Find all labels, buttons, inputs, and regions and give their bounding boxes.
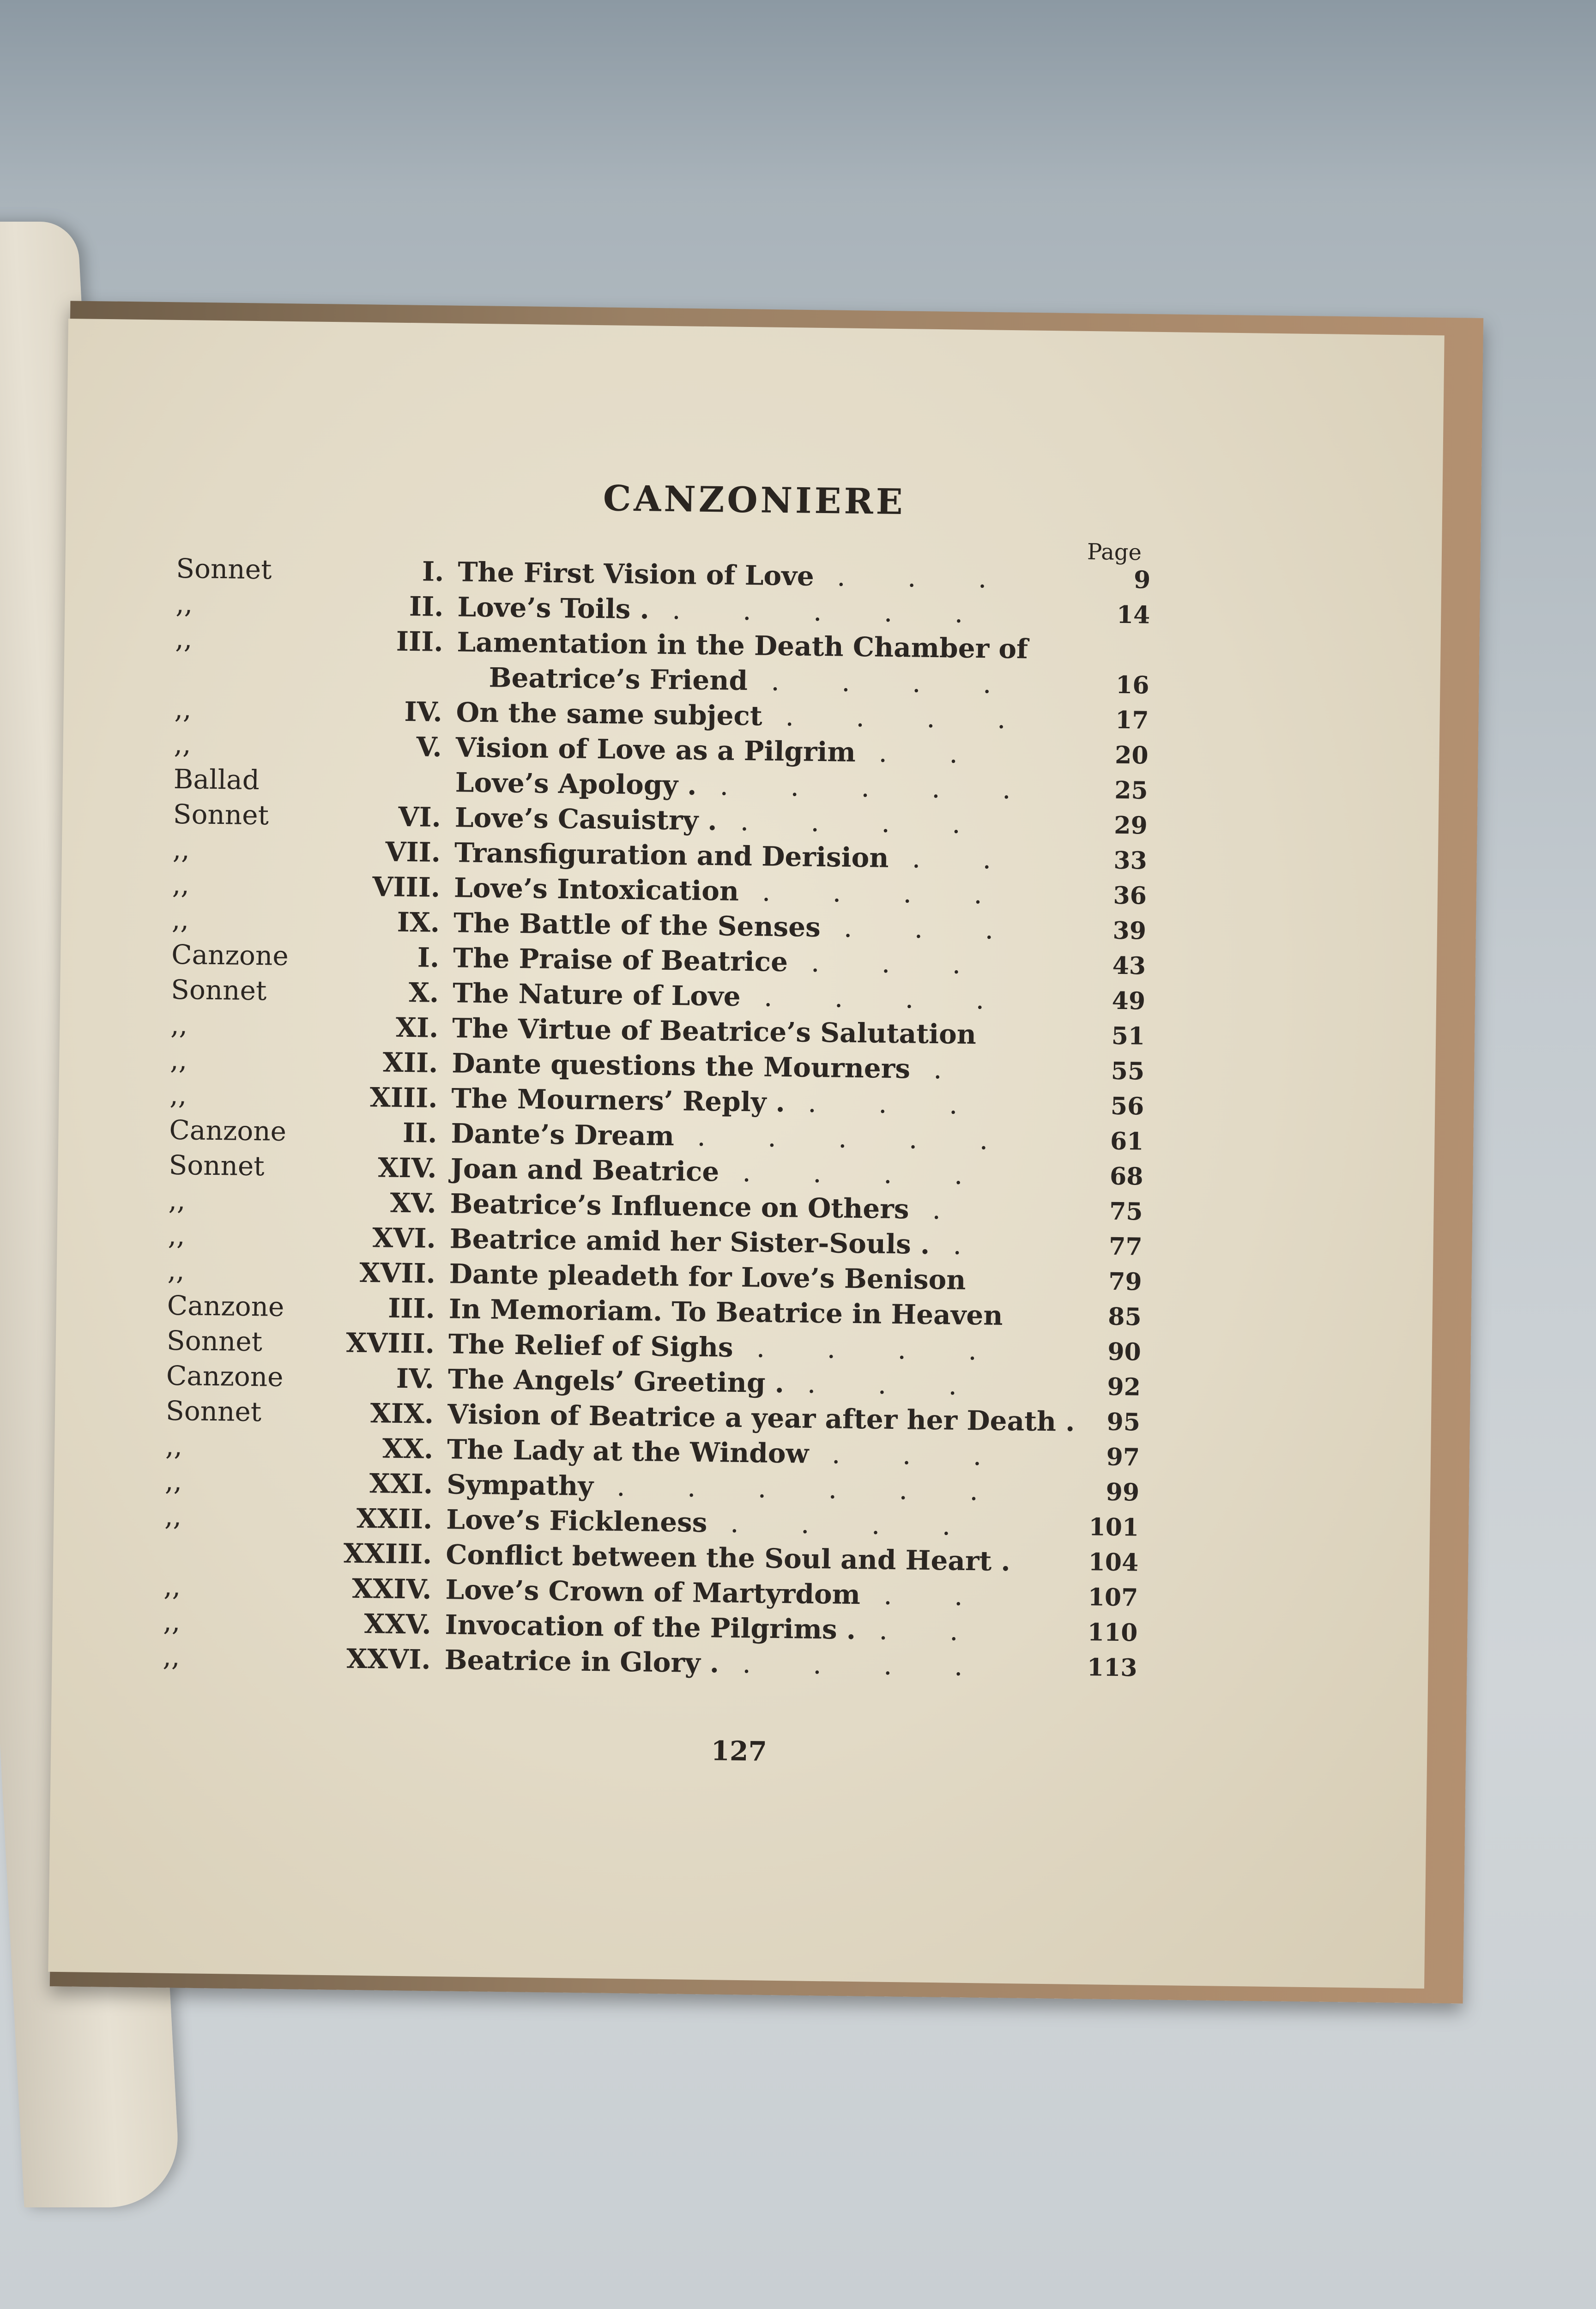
entry-page: 99 bbox=[1106, 1478, 1140, 1507]
entry-title: In Memoriam. To Beatrice in Heaven bbox=[448, 1293, 1003, 1331]
leader-dots bbox=[1000, 1017, 1039, 1018]
leader-dots: . . . . . bbox=[671, 594, 990, 629]
entry-number: VI. bbox=[398, 801, 441, 833]
page-number: 127 bbox=[711, 1735, 768, 1767]
entry-type: ,, bbox=[169, 1044, 187, 1076]
entry-type: Canzone bbox=[166, 1360, 284, 1393]
entry-title: Love’s Apology . bbox=[455, 767, 697, 801]
entry-number: XIII. bbox=[369, 1082, 438, 1114]
entry-page: 16 bbox=[1115, 671, 1149, 700]
entry-page: 75 bbox=[1109, 1197, 1143, 1226]
entry-number: XII. bbox=[382, 1046, 438, 1079]
entry-page: 17 bbox=[1115, 706, 1149, 735]
entry-type: Sonnet bbox=[169, 1149, 265, 1182]
page-column-label: Page bbox=[1087, 538, 1142, 566]
entry-page: 107 bbox=[1088, 1583, 1138, 1612]
entry-title: Beatrice in Glory . bbox=[444, 1644, 719, 1679]
leader-dots: . . . . bbox=[785, 701, 1033, 735]
entry-title: Love’s Crown of Martyrdom bbox=[445, 1574, 861, 1611]
entry-number: X. bbox=[408, 977, 439, 1009]
entry-type: ,, bbox=[165, 1430, 183, 1462]
leader-dots: . . bbox=[879, 1614, 985, 1647]
entry-number: IV. bbox=[396, 1362, 435, 1395]
entry-number: II. bbox=[402, 1117, 437, 1149]
leader-dots: . . . bbox=[810, 946, 988, 980]
entry-type: Sonnet bbox=[170, 973, 267, 1007]
leader-dots: . . . . bbox=[742, 1156, 990, 1191]
entry-page: 113 bbox=[1087, 1653, 1137, 1682]
leader-dots: . bbox=[933, 1053, 969, 1085]
entry-type: Sonnet bbox=[166, 1324, 263, 1358]
entry-type: ,, bbox=[164, 1465, 182, 1497]
entry-type: ,, bbox=[169, 1079, 187, 1111]
entry-number: XVII. bbox=[359, 1257, 436, 1289]
entry-title: Sympathy bbox=[446, 1469, 594, 1502]
entry-title: Beatrice amid her Sister-Souls . bbox=[449, 1223, 930, 1260]
entry-type: ,, bbox=[163, 1605, 181, 1638]
entry-number: XXVI. bbox=[346, 1643, 431, 1675]
entry-number: I. bbox=[422, 556, 444, 587]
entry-type: ,, bbox=[168, 1219, 186, 1251]
entry-title: Love’s Fickleness bbox=[446, 1504, 707, 1539]
page-title: CANZONIERE bbox=[603, 478, 906, 523]
entry-type: Sonnet bbox=[175, 552, 272, 586]
leader-dots: . . bbox=[878, 737, 985, 770]
entry-type: ,, bbox=[172, 833, 190, 865]
leader-dots: . . . . . . bbox=[616, 1470, 1005, 1507]
leader-dots: . . . bbox=[836, 561, 1014, 595]
entry-number: III. bbox=[396, 625, 443, 658]
leader-dots: . . . . bbox=[740, 805, 988, 840]
leader-dots: . . . . bbox=[762, 876, 1010, 910]
leader-dots: . . bbox=[912, 842, 1018, 876]
entry-type: ,, bbox=[167, 1254, 185, 1287]
entry-title: Beatrice’s Influence on Others bbox=[450, 1188, 909, 1225]
entry-title: The Mourners’ Reply . bbox=[451, 1082, 786, 1118]
entry-number: XV. bbox=[390, 1187, 437, 1219]
entry-page: 25 bbox=[1114, 776, 1149, 805]
entry-number: II. bbox=[409, 591, 444, 623]
entry-title: Beatrice’s Friend bbox=[489, 662, 748, 697]
entry-number: VII. bbox=[385, 836, 441, 868]
entry-page: 55 bbox=[1111, 1057, 1145, 1086]
entry-type: ,, bbox=[163, 1640, 180, 1673]
entry-title: Dante questions the Mourners bbox=[451, 1047, 911, 1085]
entry-type: Canzone bbox=[171, 938, 289, 972]
entry-title: The Relief of Sighs bbox=[448, 1328, 734, 1363]
entry-type: Canzone bbox=[167, 1289, 284, 1323]
contents-list bbox=[163, 551, 1151, 1686]
leader-dots: . . . . bbox=[756, 1332, 1004, 1366]
leader-dots: . . . bbox=[843, 912, 1021, 946]
entry-title: Love’s Casuistry . bbox=[454, 802, 718, 837]
entry-page: 92 bbox=[1107, 1372, 1141, 1402]
entry-title: Love’s Toils . bbox=[457, 591, 650, 625]
entry-type: ,, bbox=[163, 1570, 181, 1602]
leader-dots: . . bbox=[883, 1579, 990, 1612]
leader-dots: . . . bbox=[807, 1087, 985, 1121]
leader-dots: . . . . bbox=[742, 1648, 990, 1682]
entry-number: V. bbox=[416, 731, 442, 763]
entry-number: XVI. bbox=[372, 1222, 436, 1254]
entry-number: XIV. bbox=[377, 1152, 437, 1184]
entry-title: Vision of Beatrice a year after her Death . bbox=[447, 1398, 1075, 1438]
entry-number: XI. bbox=[395, 1011, 439, 1044]
entry-page: 33 bbox=[1113, 846, 1148, 875]
entry-type: ,, bbox=[172, 868, 190, 901]
entry-type: Sonnet bbox=[173, 798, 269, 831]
leader-dots: . . . . bbox=[771, 665, 1018, 700]
entry-number: IV. bbox=[404, 695, 443, 728]
entry-number: XXV. bbox=[364, 1608, 431, 1640]
entry-title: The Angels’ Greeting . bbox=[447, 1363, 785, 1399]
leader-dots: . . . bbox=[807, 1367, 984, 1402]
entry-number: XVIII. bbox=[345, 1327, 435, 1360]
entry-title: The Virtue of Beatrice’s Salutation bbox=[452, 1012, 977, 1051]
entry-page: 90 bbox=[1107, 1337, 1142, 1366]
entry-page: 95 bbox=[1106, 1408, 1141, 1437]
entry-page: 14 bbox=[1116, 600, 1150, 629]
leader-dots: . . . . bbox=[730, 1507, 978, 1542]
entry-type: ,, bbox=[175, 623, 193, 655]
entry-title: The Praise of Beatrice bbox=[453, 942, 788, 978]
entry-number: III. bbox=[387, 1292, 435, 1324]
entry-title: Lamentation in the Death Chamber of bbox=[457, 626, 1028, 665]
entry-page: 97 bbox=[1106, 1443, 1140, 1472]
entry-page: 39 bbox=[1112, 916, 1147, 945]
entry-number: I. bbox=[417, 942, 440, 973]
entry-title: The Lady at the Window bbox=[447, 1433, 809, 1469]
entry-page: 20 bbox=[1114, 741, 1149, 770]
entry-page: 104 bbox=[1088, 1548, 1139, 1577]
entry-page: 85 bbox=[1108, 1302, 1142, 1331]
entry-title: The Battle of the Senses bbox=[453, 907, 821, 943]
entry-title: Dante’s Dream bbox=[451, 1118, 675, 1152]
entry-page: 49 bbox=[1112, 986, 1146, 1015]
entry-page: 29 bbox=[1114, 811, 1148, 840]
entry-title: The Nature of Love bbox=[452, 977, 741, 1012]
entry-number: XIX. bbox=[370, 1397, 434, 1430]
entry-type: ,, bbox=[168, 1184, 186, 1216]
entry-page: 36 bbox=[1113, 881, 1147, 910]
leader-dots: . . . . . bbox=[719, 770, 1038, 805]
leader-dots: . bbox=[953, 1229, 989, 1261]
entry-page: 79 bbox=[1108, 1267, 1143, 1296]
entry-title: Invocation of the Pilgrims . bbox=[445, 1609, 856, 1646]
book-page bbox=[48, 319, 1445, 1989]
entry-page: 77 bbox=[1108, 1232, 1143, 1261]
entry-type: ,, bbox=[170, 1009, 188, 1041]
entry-type: Canzone bbox=[169, 1114, 287, 1147]
entry-title: Love’s Intoxication bbox=[453, 872, 739, 907]
entry-page: 68 bbox=[1109, 1162, 1143, 1191]
entry-type: ,, bbox=[175, 587, 193, 620]
entry-number: XXIII. bbox=[343, 1537, 432, 1570]
entry-title: Vision of Love as a Pilgrim bbox=[455, 731, 856, 768]
entry-page: 43 bbox=[1112, 951, 1146, 980]
entry-page: 110 bbox=[1087, 1618, 1138, 1647]
entry-title: Transfiguration and Derision bbox=[454, 837, 889, 874]
entry-page: 61 bbox=[1110, 1127, 1144, 1156]
entry-title: Joan and Beatrice bbox=[450, 1153, 719, 1188]
leader-dots: . bbox=[932, 1193, 968, 1226]
entry-page: 51 bbox=[1111, 1022, 1145, 1051]
leader-dots: . . . bbox=[831, 1438, 1009, 1472]
entry-title: Conflict between the Soul and Heart . bbox=[445, 1539, 1011, 1578]
entry-page: 9 bbox=[1133, 566, 1151, 594]
entry-number: XX. bbox=[382, 1433, 434, 1465]
entry-number: XXI. bbox=[369, 1468, 433, 1500]
entry-page: 56 bbox=[1110, 1092, 1144, 1121]
leader-dots: . . . . . bbox=[697, 1120, 1015, 1156]
entry-type: ,, bbox=[164, 1500, 182, 1532]
entry-number: VIII. bbox=[372, 871, 441, 903]
entry-type: ,, bbox=[171, 903, 189, 936]
entry-type: ,, bbox=[174, 728, 192, 760]
entry-title: Dante pleadeth for Love’s Benison bbox=[449, 1258, 966, 1296]
entry-title: The First Vision of Love bbox=[457, 556, 815, 592]
entry-number: XXIV. bbox=[351, 1572, 432, 1605]
entry-page: 101 bbox=[1088, 1513, 1139, 1542]
entry-number: IX. bbox=[397, 906, 440, 938]
entry-title: On the same subject bbox=[456, 696, 763, 732]
entry-type: ,, bbox=[174, 693, 192, 725]
entry-number: XXII. bbox=[356, 1502, 433, 1535]
leader-dots: . . . . bbox=[763, 981, 1011, 1016]
entry-type: Sonnet bbox=[165, 1395, 262, 1428]
entry-type: Ballad bbox=[173, 763, 260, 796]
